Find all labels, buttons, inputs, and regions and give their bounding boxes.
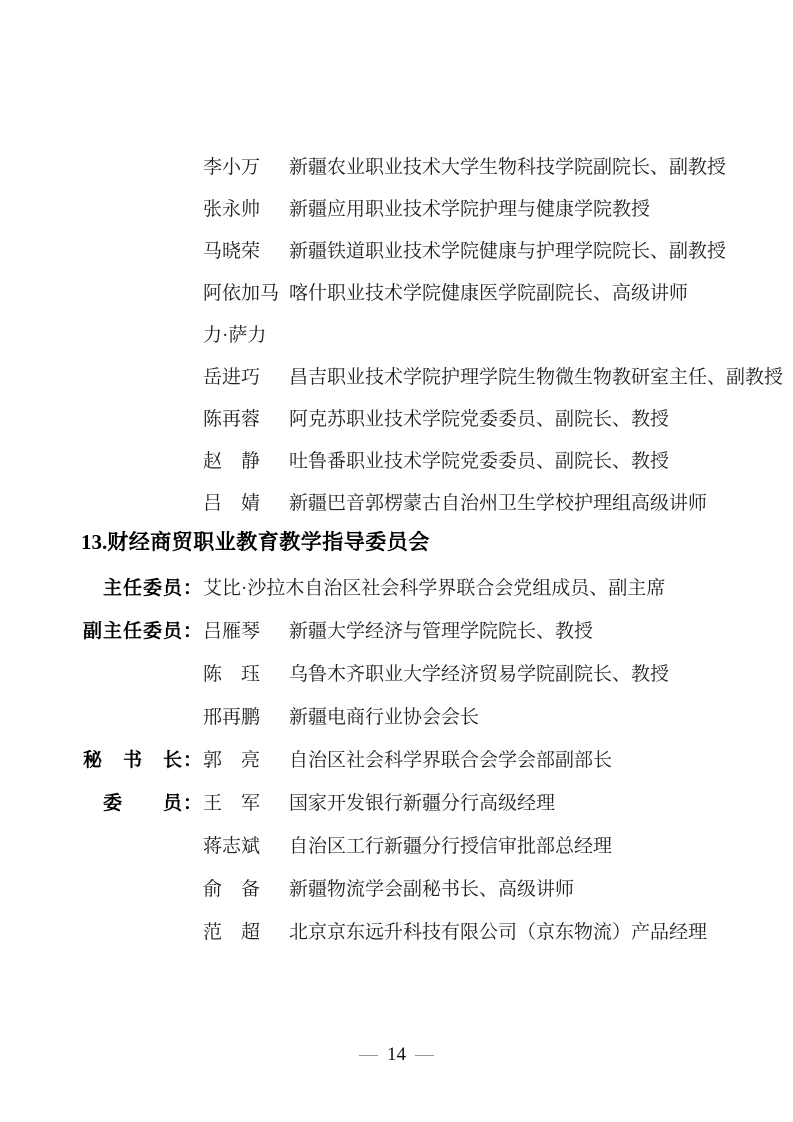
- member-row: [80, 879, 707, 922]
- member-title: 喀什职业技术学院健康医学院副院长、高级讲师: [289, 283, 689, 304]
- section-heading-number: 13.: [81, 530, 108, 554]
- member-name: 马晓荣: [203, 241, 261, 262]
- page-number: 14: [387, 1044, 406, 1065]
- member-name: 吕 婧: [203, 493, 261, 514]
- member-row: [80, 493, 783, 535]
- member-title: 新疆农业职业技术大学生物科技学院副院长、副教授: [289, 157, 727, 178]
- member-name: 岳进巧: [203, 367, 261, 388]
- member-title: 国家开发银行新疆分行高级经理: [289, 793, 556, 814]
- member-name: 艾比·沙拉木: [203, 578, 305, 599]
- page-footer: [0, 1044, 793, 1065]
- member-role-label: 主任委员：: [102, 578, 203, 599]
- member-name: 吕雁琴: [203, 621, 261, 642]
- member-title: 新疆物流学会副秘书长、高级讲师: [289, 879, 575, 900]
- member-title: 新疆大学经济与管理学院院长、教授: [289, 621, 594, 642]
- member-row: [80, 922, 707, 965]
- member-row: [80, 621, 707, 664]
- member-name: 范 超: [203, 922, 261, 943]
- member-name: 俞 备: [203, 879, 261, 900]
- member-title: 自治区社会科学界联合会党组成员、副主席: [304, 578, 666, 599]
- member-row: [80, 578, 707, 621]
- member-list-continuation: [80, 157, 783, 535]
- member-row: [80, 241, 783, 283]
- member-row: [80, 664, 707, 707]
- committee-member-list: [80, 578, 707, 965]
- member-role-label: 秘 书 长：: [82, 750, 203, 771]
- member-row: [80, 325, 783, 367]
- member-name: 蒋志斌: [203, 836, 261, 857]
- member-row: [80, 199, 783, 241]
- footer-dash-right: —: [415, 1044, 434, 1065]
- member-row: [80, 836, 707, 879]
- member-name: 李小万: [203, 157, 261, 178]
- member-name: 赵 静: [203, 451, 261, 472]
- member-name: 郭 亮: [203, 750, 261, 771]
- member-title: 自治区工行新疆分行授信审批部总经理: [289, 836, 613, 857]
- member-title: 新疆应用职业技术学院护理与健康学院教授: [289, 199, 651, 220]
- member-name: 王 军: [203, 793, 261, 814]
- member-role-label: 副主任委员：: [82, 621, 203, 642]
- member-name: 阿依加马: [203, 283, 280, 304]
- member-title: 昌吉职业技术学院护理学院生物微生物教研室主任、副教授: [289, 367, 784, 388]
- member-title: 阿克苏职业技术学院党委委员、副院长、教授: [289, 409, 670, 430]
- section-heading-title: 财经商贸职业教育教学指导委员会: [107, 531, 430, 554]
- member-name: 陈再蓉: [203, 409, 261, 430]
- member-row: [80, 157, 783, 199]
- member-title: 新疆巴音郭楞蒙古自治州卫生学校护理组高级讲师: [289, 493, 708, 514]
- member-row: [80, 750, 707, 793]
- section-heading: [81, 531, 430, 554]
- member-title: 乌鲁木齐职业大学经济贸易学院副院长、教授: [289, 664, 670, 685]
- member-name: 邢再鹏: [203, 707, 261, 728]
- footer-dash-left: —: [359, 1044, 378, 1065]
- member-row: [80, 451, 783, 493]
- member-name: 张永帅: [203, 199, 261, 220]
- member-title: 吐鲁番职业技术学院党委委员、副院长、教授: [289, 451, 670, 472]
- member-title: 自治区社会科学界联合会学会部副部长: [289, 750, 613, 771]
- member-title: 北京京东远升科技有限公司（京东物流）产品经理: [289, 922, 708, 943]
- member-name: 陈 珏: [203, 664, 261, 685]
- member-row: [80, 707, 707, 750]
- member-title: 新疆铁道职业技术学院健康与护理学院院长、副教授: [289, 241, 727, 262]
- member-row: [80, 409, 783, 451]
- member-title: 新疆电商行业协会会长: [289, 707, 480, 728]
- member-name: 力·萨力: [203, 325, 267, 346]
- member-row: [80, 367, 783, 409]
- member-row: [80, 793, 707, 836]
- member-row: [80, 283, 783, 325]
- member-role-label: 委 员：: [102, 793, 203, 814]
